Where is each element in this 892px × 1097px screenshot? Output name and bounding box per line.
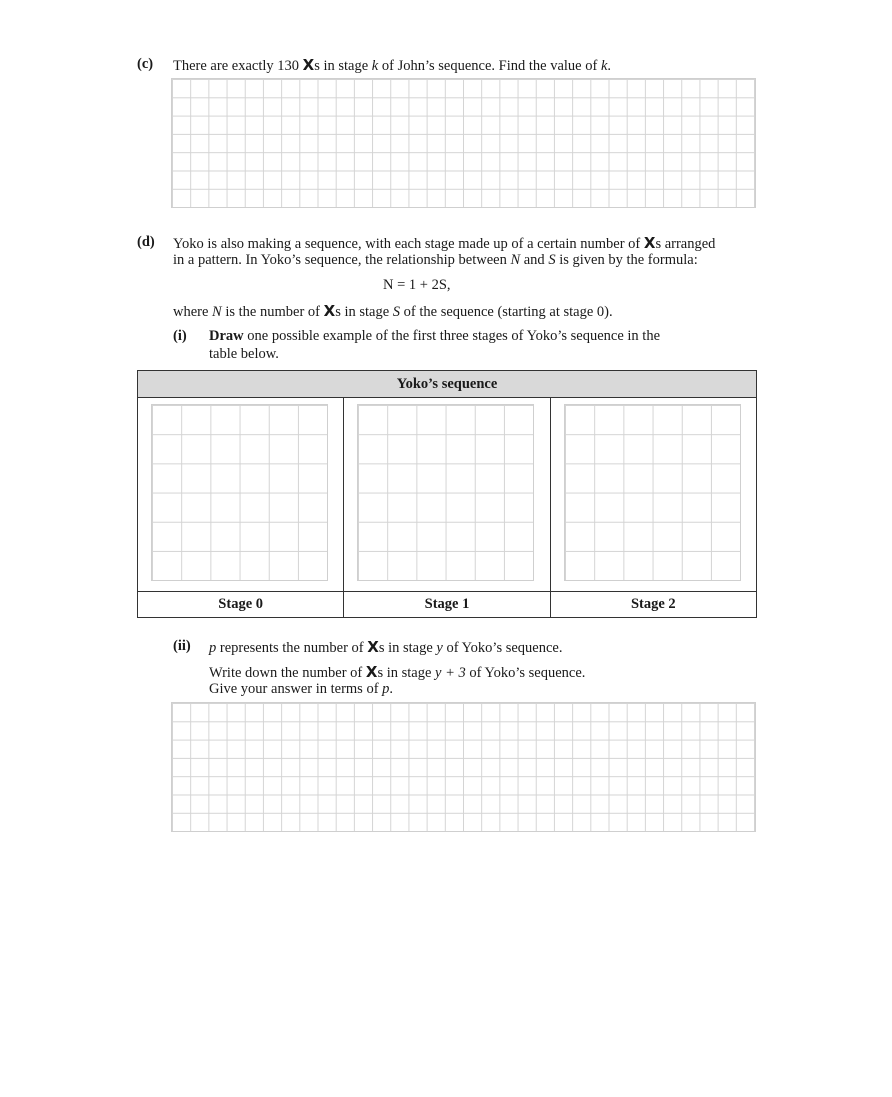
sub-i-line2 <box>209 346 279 363</box>
question-d-line1 <box>173 234 715 253</box>
text: is the number of <box>225 304 320 320</box>
stage-2-label: Stage 2 <box>550 592 756 618</box>
text: of the sequence (starting at stage 0). <box>403 304 613 320</box>
text: and <box>523 252 545 268</box>
sub-ii-line1 <box>209 638 562 657</box>
text: Give your answer in terms of <box>209 681 379 697</box>
label: (d) <box>137 234 155 250</box>
x-symbol-icon: X <box>643 234 656 252</box>
text: table below. <box>209 346 279 362</box>
sub-ii-label <box>173 638 191 655</box>
text: of John’s sequence. Find the value of <box>381 58 598 74</box>
variable-n: N <box>212 304 222 320</box>
expression: y + 3 <box>435 665 466 681</box>
sub-ii-line2 <box>209 663 585 682</box>
x-symbol-icon: X <box>323 302 336 320</box>
variable-p: p <box>382 681 390 697</box>
text: of Yoko’s sequence. <box>446 640 563 656</box>
question-d-where <box>173 302 613 321</box>
variable-k: k <box>371 58 379 74</box>
text: There are exactly 130 <box>173 58 299 74</box>
answer-grid-c[interactable] <box>171 78 756 208</box>
stage-1-cell[interactable] <box>344 398 550 592</box>
text: . <box>607 58 611 74</box>
question-c-text <box>173 56 611 75</box>
stage-1-label: Stage 1 <box>344 592 550 618</box>
text: s arranged <box>655 236 716 252</box>
yoko-sequence-table <box>137 370 757 618</box>
question-c <box>137 56 153 73</box>
question-c-label: (c) <box>137 56 154 72</box>
variable-n: N <box>510 252 521 268</box>
stage-2-cell[interactable] <box>550 398 756 592</box>
text: Yoko is also making a sequence, with each stage made up of a certain number of <box>173 236 641 252</box>
label: (i) <box>173 328 187 344</box>
x-symbol-icon: X <box>365 663 378 681</box>
variable-p: p <box>209 640 217 656</box>
sub-i-label <box>173 328 187 345</box>
text: of Yoko’s sequence. <box>469 665 586 681</box>
variable-y: y <box>436 640 443 656</box>
answer-grid-d-ii[interactable] <box>171 702 756 832</box>
text: in a pattern. In Yoko’s sequence, the relationship between <box>173 252 507 268</box>
label: (ii) <box>173 638 191 654</box>
text: s in stage <box>335 304 390 320</box>
stage-2-grid[interactable] <box>564 404 741 581</box>
text: represents the number of <box>219 640 364 656</box>
variable-s: S <box>392 304 401 320</box>
x-symbol-icon: X <box>302 56 315 74</box>
stage-0-cell[interactable] <box>138 398 344 592</box>
sub-ii-line3 <box>209 681 393 698</box>
text: Write down the number of <box>209 665 363 681</box>
text: s in stage <box>378 640 433 656</box>
stage-1-grid[interactable] <box>357 404 534 581</box>
formula-text: N = 1 + 2S, <box>383 277 451 293</box>
draw-instruction: Draw <box>209 328 244 344</box>
stage-0-label: Stage 0 <box>138 592 344 618</box>
text: . <box>389 681 394 697</box>
x-symbol-icon: X <box>367 638 379 656</box>
text: is given by the formula: <box>559 252 698 268</box>
sub-i-line1 <box>209 328 660 345</box>
question-d-label <box>137 234 155 251</box>
text: s in stage <box>377 665 432 681</box>
formula <box>383 277 451 294</box>
variable-k: k <box>600 58 608 74</box>
question-d-line2 <box>173 252 698 269</box>
stage-0-grid[interactable] <box>151 404 328 581</box>
text: one possible example of the first three stages of Yoko’s sequence in the <box>247 328 661 344</box>
variable-s: S <box>548 252 556 268</box>
table-header: Yoko’s sequence <box>138 371 757 398</box>
text: where <box>173 304 209 320</box>
text: s in stage <box>314 58 369 74</box>
